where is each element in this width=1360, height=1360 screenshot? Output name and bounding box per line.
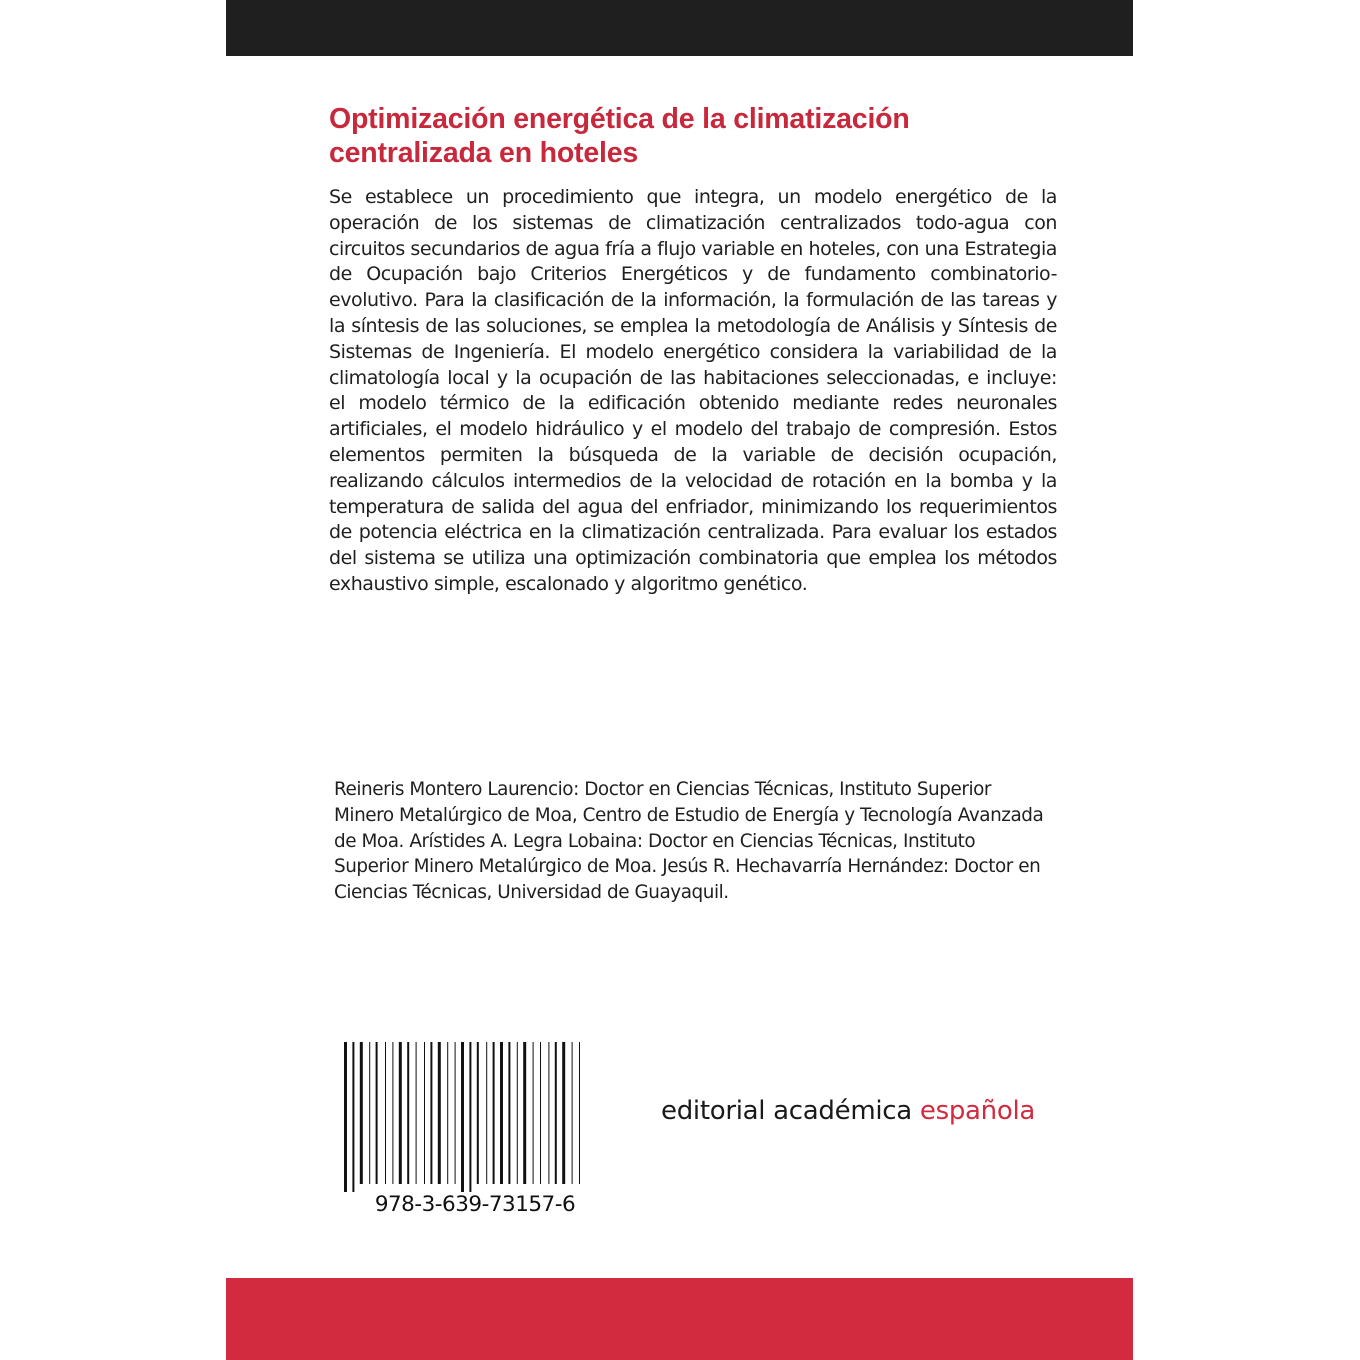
barcode-bar [562,1042,565,1184]
barcode-bar [455,1042,456,1184]
barcode-bar [493,1042,495,1184]
barcode-bar [548,1042,549,1184]
author-bios: Reineris Montero Laurencio: Doctor en Ciencias Técnicas, Instituto Superior Minero Metalúrgico de Moa, Centro de Estudio de Energía y Tecnología Avanzada de Moa. Arístides A. Legra Lobaina: Doctor en Ciencias Técnicas, Instituto Superior Minero Metalúrgico de Moa. Jesús R. Hechavarría Hernández: Doctor en Ciencias Técnicas, Universidad de Guayaquil. [334,779,1044,904]
isbn-barcode [342,1042,608,1192]
barcode-bar [523,1042,526,1184]
barcode-bar [572,1042,573,1184]
publisher-logo [661,1096,1035,1126]
publisher-name-accent: española [919,1096,1035,1126]
barcode-bar [360,1042,363,1184]
barcode-bar [385,1042,386,1184]
barcode-bar [555,1042,557,1184]
barcode-bar [517,1042,518,1184]
barcode-bar [376,1042,378,1184]
book-abstract: Se establece un procedimiento que integra, un modelo energético de la operación de los sistemas de climatización centralizados todo-agua con circuitos secundarios de agua fría a flujo variable en hoteles, con una Estrategia de Ocupación bajo Criterios Energéticos y de fundamento combinatorio-evolutivo. Para la clasificación de la información, la formulación de las tareas y la síntesis de las soluciones, se emplea la metodología de Análisis y Síntesis de Sistemas de Ingeniería. El modelo energético considera la variabilidad de la climatología local y la ocupación de las habitaciones seleccionadas, e incluye: el modelo térmico de la edificación obtenido mediante redes neuronales artificiales, el modelo hidráulico y el modelo del trabajo de compresión. Estos elementos permiten la búsqueda de la variable de decisión ocupación, realizando cálculos intermedios de la velocidad de rotación en la bomba y la temperatura de salida del agua del enfriador, minimizando los requerimientos de potencia eléctrica en la climatización centralizada. Para evaluar los estados del sistema se utiliza una optimización combinatoria que emplea los métodos exhaustivo simple, escalonado y algoritmo genético. [329,186,1057,595]
barcode-bar [407,1042,409,1184]
barcode-bar [533,1042,534,1184]
barcode-bar [369,1042,370,1184]
isbn-number: 978-3-639-73157-6 [374,1192,576,1217]
barcode-bar [579,1042,580,1184]
barcode-bar [461,1042,464,1192]
barcode-bar [486,1042,487,1184]
publisher-name: editorial académica [661,1096,920,1126]
barcode-bar [540,1042,541,1184]
barcode-bar [352,1042,354,1192]
barcode-bar [438,1042,441,1184]
barcode-bar [344,1042,347,1192]
barcode-bar [508,1042,510,1184]
book-title: Optimización energética de la climatización centralizada en hoteles [329,103,910,169]
barcode-bar [392,1042,393,1184]
barcode-bar [430,1042,432,1184]
barcode-bar [447,1042,448,1184]
barcode-bar [424,1042,425,1184]
barcode-bar [469,1042,471,1192]
back-cover [226,0,1133,1360]
bottom-color-band [226,1278,1133,1360]
barcode-bar [416,1042,417,1184]
barcode-bar [500,1042,503,1184]
barcode-bar [399,1042,402,1184]
barcode-bar [477,1042,479,1184]
top-color-band [226,0,1133,56]
